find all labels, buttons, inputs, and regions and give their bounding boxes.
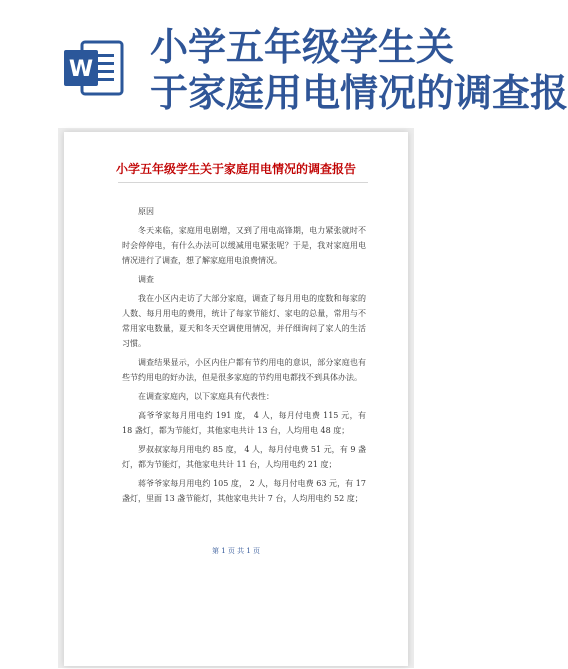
title-divider [118, 182, 368, 183]
paragraph: 蒋爷爷家每月用电约 105 度， 2 人，每月付电费 63 元，有 17 盏灯，里面 13 盏节能灯，其他家电共计 7 台，人均用电约 52 度； [122, 479, 366, 503]
paragraph: 高爷爷家每月用电约 191 度， 4 人，每月付电费 115 元，有 18 盏灯，都为节能灯，其他家电共计 13 台，人均用电 48 度； [122, 411, 366, 435]
logo-letter: W [68, 57, 94, 82]
paragraph: 我在小区内走访了大部分家庭，调查了每月用电的度数和每家的人数、每月用电的费用，统计了每家节能灯、家电的总量，常用与不常用家电数量，夏天和冬天空调使用情况，并仔细询问了家人的生活习惯。 [122, 294, 366, 348]
document-title: 小学五年级学生关于家庭用电情况的调查报告 [115, 162, 356, 176]
paragraph: 调查结果显示，小区内住户都有节约用电的意识，部分家庭也有些节约用电的好办法，但是很多家庭的节约用电都找不到具体办法。 [122, 358, 366, 382]
paragraph: 罗叔叔家每月用电约 85 度， 4 人，每月付电费 51 元，有 9 盏灯，都为节能灯，其他家电共计 11 台，人均用电约 21 度； [122, 445, 366, 469]
paragraph: 原因 [138, 207, 154, 216]
page-title [150, 24, 568, 134]
paragraph: 冬天来临，家庭用电剧增，又到了用电高锋期，电力紧张就时不时会停停电，有什么办法可以缓减用电紧张呢？于是，我对家庭用电情况进行了调查，想了解家庭用电浪费情况。 [122, 226, 366, 265]
page-title-line-1: 小学五年级学生关 [150, 25, 455, 69]
document-page [64, 132, 408, 666]
paragraph: 在调查家庭内，以下家庭具有代表性： [138, 392, 274, 401]
word-document-icon [62, 36, 126, 100]
document-body [122, 204, 366, 510]
page-footer: 第 1 页 共 1 页 [211, 547, 261, 555]
header [0, 0, 568, 138]
paragraph: 调查 [138, 275, 154, 284]
page-title-line-2: 于家庭用电情况的调查报 [150, 71, 568, 115]
